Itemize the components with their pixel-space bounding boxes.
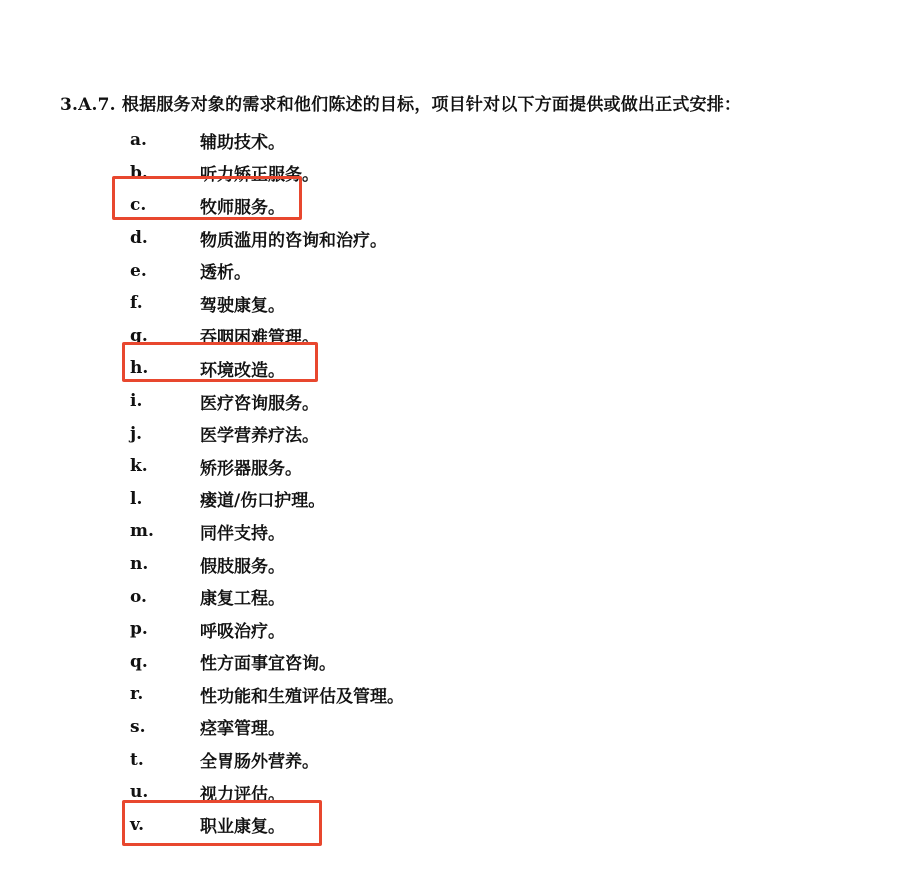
list-item-q — [130, 646, 404, 679]
item-letter: u. — [130, 782, 149, 803]
item-text: 辅助技术。 — [200, 132, 285, 153]
list-item-e — [130, 254, 404, 287]
item-letter: i. — [130, 391, 143, 412]
item-text: 瘘道/伤口护理。 — [200, 491, 326, 512]
item-text: 性方面事宜咨询。 — [200, 654, 336, 675]
list-item-r — [130, 678, 404, 711]
item-letter: c. — [130, 195, 147, 216]
item-text: 康复工程。 — [200, 589, 285, 610]
item-text: 透析。 — [200, 263, 251, 284]
item-letter: m. — [130, 521, 154, 542]
list-item-n — [130, 548, 404, 581]
item-text: 驾驶康复。 — [200, 295, 285, 316]
item-letter: o. — [130, 586, 147, 607]
list-item-k — [130, 450, 404, 483]
item-letter: n. — [130, 554, 149, 575]
item-letter: g. — [130, 325, 148, 346]
list-item-t — [130, 743, 404, 776]
item-text: 视力评估。 — [200, 784, 285, 805]
item-text: 物质滥用的咨询和治疗。 — [200, 230, 387, 251]
item-letter: s. — [130, 716, 146, 737]
item-list — [130, 124, 404, 841]
highlight-box-h — [122, 342, 318, 382]
item-letter: f. — [130, 293, 143, 314]
list-item-f — [130, 287, 404, 320]
list-item-m — [130, 515, 404, 548]
item-letter: r. — [130, 684, 144, 705]
list-item-p — [130, 613, 404, 646]
item-letter: d. — [130, 228, 148, 249]
item-letter: b. — [130, 162, 148, 183]
item-letter: t. — [130, 749, 144, 770]
item-letter: h. — [130, 358, 149, 379]
item-text: 同伴支持。 — [200, 523, 285, 544]
item-text: 职业康复。 — [200, 817, 285, 838]
list-item-i — [130, 385, 404, 418]
highlight-box-c — [112, 176, 302, 220]
list-item-l — [130, 483, 404, 516]
highlight-box-v — [122, 800, 322, 846]
item-letter: l. — [130, 488, 143, 509]
item-letter: p. — [130, 619, 148, 640]
item-text: 矫形器服务。 — [200, 458, 302, 479]
list-item-s — [130, 711, 404, 744]
item-text: 环境改造。 — [200, 360, 285, 381]
section-heading: 3.A.7. 根据服务对象的需求和他们陈述的目标，项目针对以下方面提供或做出正式安排： — [60, 95, 742, 115]
item-text: 性功能和生殖评估及管理。 — [200, 686, 404, 707]
item-text: 假肢服务。 — [200, 556, 285, 577]
item-text: 医学营养疗法。 — [200, 426, 319, 447]
item-text: 听力矫正服务。 — [200, 165, 319, 186]
item-letter: k. — [130, 456, 148, 477]
item-letter: q. — [130, 651, 148, 672]
item-letter: v. — [130, 814, 145, 835]
list-item-j — [130, 417, 404, 450]
list-item-o — [130, 580, 404, 613]
item-text: 医疗咨询服务。 — [200, 393, 319, 414]
item-letter: j. — [130, 423, 143, 444]
item-text: 痉挛管理。 — [200, 719, 285, 740]
item-text: 吞咽困难管理。 — [200, 328, 319, 349]
item-text: 牧师服务。 — [200, 197, 285, 218]
list-item-d — [130, 222, 404, 255]
item-letter: a. — [130, 130, 147, 151]
list-item-a — [130, 124, 404, 157]
item-letter: e. — [130, 260, 147, 281]
item-text: 全胃肠外营养。 — [200, 752, 319, 773]
item-text: 呼吸治疗。 — [200, 621, 285, 642]
